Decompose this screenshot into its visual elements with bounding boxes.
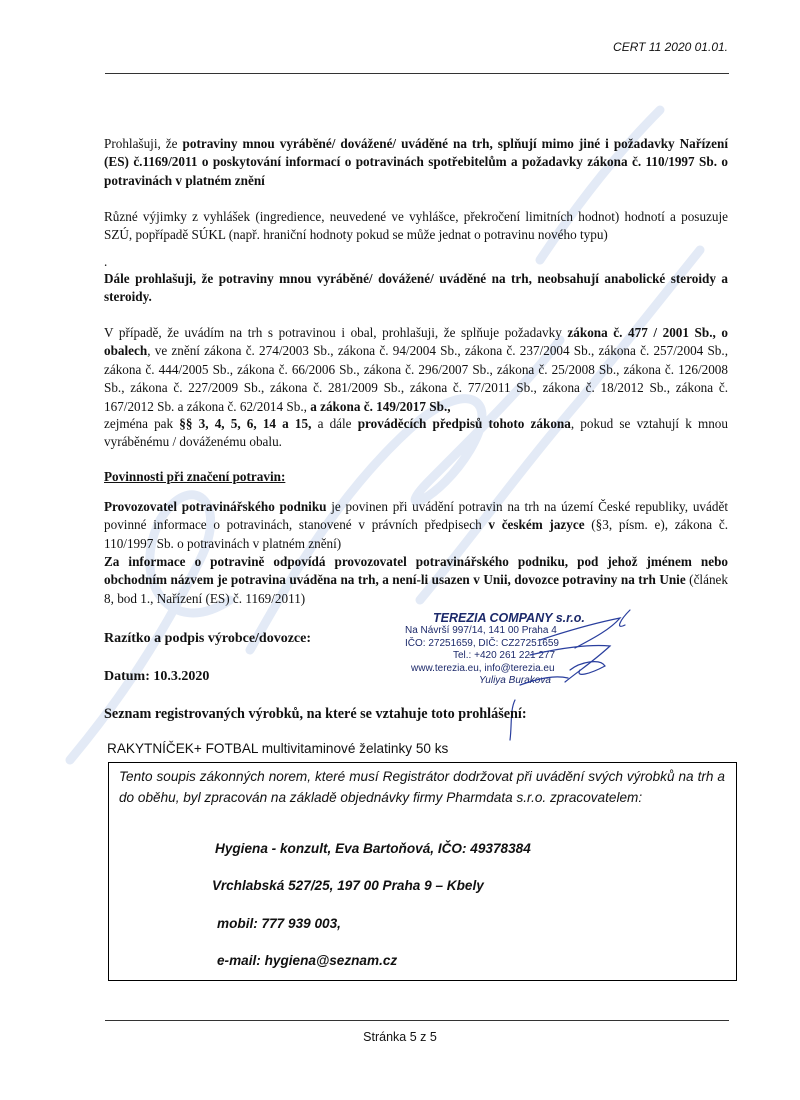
operator-paragraph: Provozovatel potravinářského podniku je povinen při uvádění potravin na trh na území České republiky, uvádět povinné informace o potravinách, stanovené v právních předpisech v českém jazyce (§3, písm. e), zákona č. 110/1997 Sb. o potravinách v platném znění) [104,499,729,551]
compiler-info-box [108,762,737,981]
declaration-paragraph-1: Prohlašuji, že potraviny mnou vyráběné/ dovážené/ uváděné na trh, splňují mimo jiné i požadavky Nařízení (ES) č.1169/2011 o poskytování informací o potravinách spotřebitelům a požadavky zákona č. 110/1997 Sb. o potravinách v platném znění [104,136,728,188]
packaging-paragraph: V případě, že uvádím na trh s potravinou i obal, prohlašuji, že splňuje požadavky zákona č. 477 / 2001 Sb., o obalech, ve znění zákona č. 274/2003 Sb., zákona č. 94/2004 Sb., zákona č. 237/2004 Sb., zákona č. 257/2004 Sb., zákona č. 444/2005 Sb., zákona č. 66/2006 Sb., zákona č. 296/2007 Sb., zákona č. 25/2008 Sb., zákona č. 126/2008 Sb., zákona č. 227/2009 Sb., zákona č. 281/2009 Sb., zákona č. 77/2011 Sb., zákona č. 18/2012 Sb., zákona č. 167/2012 Sb. a zákona č. 62/2014 Sb., a zákona č. 149/2017 Sb., [104,325,728,414]
box-address: Vrchlabská 527/25, 197 00 Praha 9 – Kbely [212,878,484,893]
handwritten-signature [480,600,660,750]
date-label: Datum: 10.3.2020 [104,669,210,684]
header-rule [105,73,729,74]
steroids-paragraph: Dále prohlašuji, že potraviny mnou vyráběné/ dovážené/ uváděné na trh, neobsahují anabolické steroidy a steroidy. [104,271,728,305]
stamp-address: Na Návrší 997/14, 141 00 Praha 4 [405,625,557,636]
box-intro: Tento soupis zákonných norem, které musí Registrátor dodržovat při uvádění svých výrobků na trh a do oběhu, byl zpracován na základě objednávky firmy Pharmdata s.r.o. zpracovatelem: [119,769,725,805]
dot-line: . [104,254,108,269]
stamp-web: www.terezia.eu, info@terezia.eu [411,662,555,674]
document-code: CERT 11 2020 01.01. [613,40,728,54]
box-email: e-mail: hygiena@seznam.cz [217,953,398,968]
stamp-phone: Tel.: +420 261 221 277 [453,650,556,661]
labeling-heading: Povinnosti při značení potravin: [104,469,286,484]
stamp-ids: IČO: 27251659, DIČ: CZ27251659 [405,637,559,649]
box-name: Hygiena - konzult, Eva Bartoňová, IČO: 49378384 [215,841,531,856]
signature-label: Razítko a podpis výrobce/dovozce: [104,631,312,646]
sections-paragraph: zejména pak §§ 3, 4, 5, 6, 14 a 15, a dále prováděcích předpisů tohoto zákona, pokud se vztahují k mnou vyráběnému / dováženému obalu. [104,416,728,450]
stamp-company: TEREZIA COMPANY s.r.o. [433,611,585,625]
responsibility-paragraph: Za informace o potravině odpovídá provozovatel potravinářského podniku, pod jehož jménem nebo obchodním názvem je potravina uváděna na trh, a není-li usazen v Unii, dovozce potraviny na trh Unie (článek 8, bod 1., Nařízení (ES) č. 1169/2011) [104,554,728,606]
page-number: Stránka 5 z 5 [363,1030,437,1044]
product-list-heading: Seznam registrovaných výrobků, na které se vztahuje toto prohlášení: [104,706,527,722]
exceptions-paragraph: Různé výjimky z vyhlášek (ingredience, neuvedené ve vyhlášce, překročení limitních hodnot) hodnotí a posuzuje SZÚ, popřípadě SÚKL (např. hraniční hodnoty pokud se může jednat o potravinu nového typu) [104,209,728,243]
stamp-person: Yuliya Burakova [479,675,551,686]
box-mobile: mobil: 777 939 003, [217,916,341,931]
footer-rule [105,1020,729,1021]
product-item: RAKYTNÍČEK+ FOTBAL multivitaminové želatinky 50 ks [107,741,449,756]
